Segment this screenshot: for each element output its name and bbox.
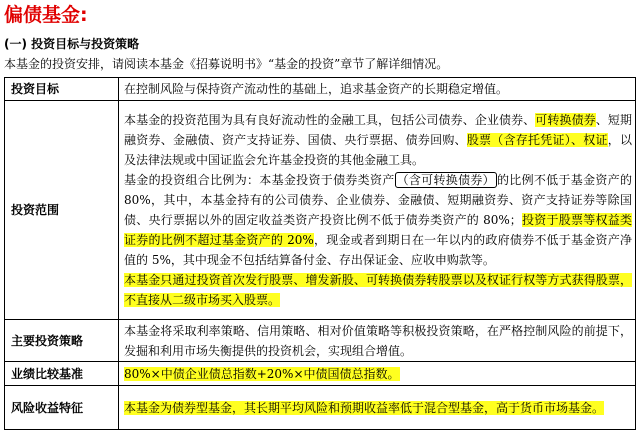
scope-paragraph-2: 基金的投资组合比例为：本基金投资于债券类资产 （含可转换债券） 的比例不低于基金资产的 80%，其中，本基金持有的公司债券、企业债券、金融债、短期融资券、资产支持证券等除国债、央行票据以外的固定收益类资产投资比例不低于债券类资产的 80%；投资于股票等权益类证券的比例不超过基金资产的 20%，现金或者到期日在一年以内的政府债券不低于基金资产净值的 5%，其中现金不包括结算备付金、存出保证金、应收申购款等。 [124, 173, 632, 267]
intro-text: 本基金的投资安排，请阅读本基金《招募说明书》“基金的投资”章节了解详细情况。 [4, 57, 449, 71]
row-content-benchmark [119, 362, 636, 386]
table-row-strategy [5, 320, 636, 362]
row-content-objective: 在控制风险与保持资产流动性的基础上，追求基金资产的长期稳定增值。 [119, 78, 636, 101]
highlight-convertible-bonds: 可转换债券 [535, 113, 596, 127]
row-content-risk [119, 386, 636, 430]
table-row-scope [5, 101, 636, 320]
scope-paragraph-3 [124, 270, 632, 310]
row-content-strategy: 本基金将采取利率策略、信用策略、相对价值策略等积极投资策略，在严格控制风险的前提下，发掘和利用市场失衡提供的投资机会，实现组合增值。 [119, 320, 636, 362]
row-label-benchmark: 业绩比较基准 [5, 362, 119, 386]
row-content-scope [119, 101, 636, 320]
table-row-benchmark [5, 362, 636, 386]
boxed-convertible-note: （含可转换债券） [396, 173, 495, 187]
highlight-risk: 本基金为债券型基金，其长期平均风险和预期收益率低于混合型基金，高于货币市场基金。 [124, 400, 605, 415]
table-row-risk [5, 386, 636, 430]
table-row-objective [5, 78, 636, 101]
fund-info-table [4, 77, 636, 430]
scope-paragraph-1: 本基金的投资范围为具有良好流动性的金融工具，包括公司债券、企业债券、可转换债券、短期融资券、金融债、资产支持证券、国债、央行票据、债券回购、股票（含存托凭证）、权证，以及法律法规或中国证监会允许基金投资的其他金融工具。 [124, 113, 632, 167]
highlight-stock-acquisition: 本基金只通过投资首次发行股票、增发新股、可转换债券转股票以及权证行权等方式获得股票，不直接从二级市场买入股票。 [124, 273, 632, 307]
highlight-stocks-warrants: 股票（含存托凭证）、权证 [466, 133, 608, 147]
highlight-benchmark: 80%×中债企业债总指数+20%×中债国债总指数。 [124, 366, 400, 381]
row-label-scope: 投资范围 [5, 101, 119, 320]
row-label-strategy: 主要投资策略 [5, 320, 119, 362]
section-title: (一) 投资目标与投资策略 [4, 37, 140, 51]
row-label-objective: 投资目标 [5, 78, 119, 101]
highlight-equity-limit: 投资于股票等权益类证券的比例不超过基金资产的 20% [124, 213, 632, 247]
row-label-risk: 风险收益特征 [5, 386, 119, 430]
page-title: 偏债基金: [4, 4, 88, 26]
